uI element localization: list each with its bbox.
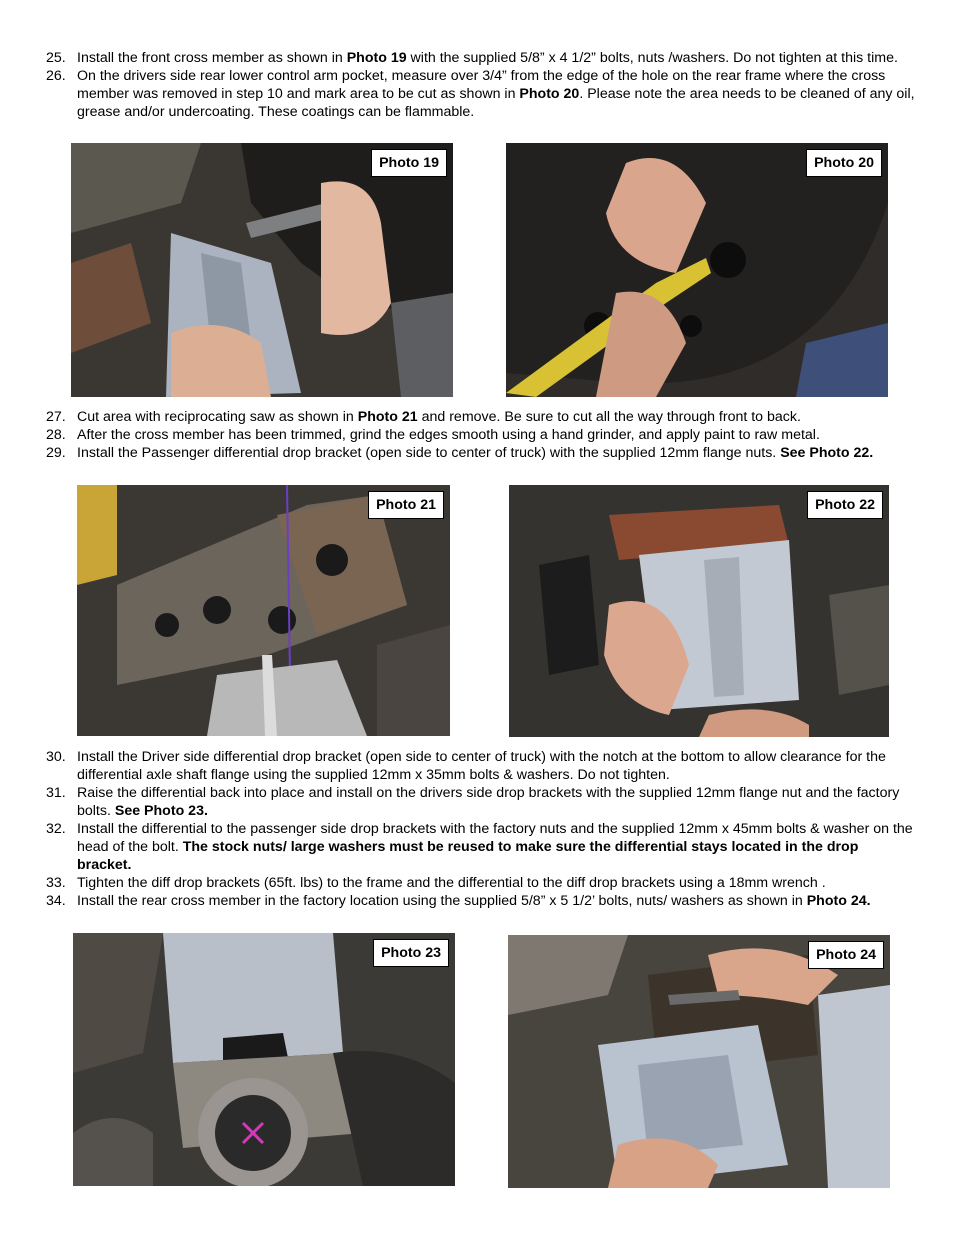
photo-24-image — [508, 935, 890, 1188]
step-text: Install the differential to the passenger side drop brackets with the factory nuts and the supplied 12mm x 45mm bolts & washer on the head of the bolt. The stock nuts/ large washers must be reused to make sure the differential stays located in the drop bracket. — [77, 821, 913, 873]
step-number: 27. — [46, 409, 66, 425]
step-26 — [46, 67, 916, 121]
step-27 — [46, 408, 916, 426]
step-29 — [46, 444, 916, 462]
photo-19-image — [71, 143, 453, 397]
step-text: After the cross member has been trimmed, grind the edges smooth using a hand grinder, and apply paint to raw metal. — [77, 427, 820, 443]
instructions-block-1 — [46, 49, 916, 121]
photo-21-image — [77, 485, 450, 736]
step-number: 32. — [46, 821, 66, 837]
step-text: On the drivers side rear lower control arm pocket, measure over 3/4” from the edge of the hole on the rear frame where the cross member was removed in step 10 and mark area to be cut as shown in Photo 20. Please note the area needs to be cleaned of any oil, grease and/or undercoating. These coatings can be flammable. — [77, 68, 915, 120]
photo-22-image — [509, 485, 889, 737]
step-28 — [46, 426, 916, 444]
photo-24-label: Photo 24 — [808, 941, 884, 969]
step-number: 29. — [46, 445, 66, 461]
photo-21-label: Photo 21 — [368, 491, 444, 519]
step-text: Install the Passenger differential drop bracket (open side to center of truck) with the supplied 12mm flange nuts. See Photo 22. — [77, 445, 874, 461]
photo-20-image — [506, 143, 888, 397]
step-number: 34. — [46, 893, 66, 909]
step-number: 30. — [46, 749, 66, 765]
step-31 — [46, 784, 916, 820]
instructions-block-2 — [46, 408, 916, 462]
step-34 — [46, 892, 916, 910]
step-number: 25. — [46, 50, 66, 66]
photo-24 — [508, 935, 890, 1188]
instructions-block-3 — [46, 748, 916, 910]
step-30 — [46, 748, 916, 784]
photo-23-label: Photo 23 — [373, 939, 449, 967]
step-number: 26. — [46, 68, 66, 84]
step-25 — [46, 49, 916, 67]
step-text: Install the rear cross member in the factory location using the supplied 5/8” x 5 1/2’ bolts, nuts/ washers as shown in Photo 24. — [77, 893, 871, 909]
photo-23-image — [73, 933, 455, 1186]
step-number: 33. — [46, 875, 66, 891]
photo-19-label: Photo 19 — [371, 149, 447, 177]
photo-20 — [506, 143, 888, 397]
step-text: Tighten the diff drop brackets (65ft. lbs) to the frame and the differential to the diff drop brackets using a 18mm wrench . — [77, 875, 826, 891]
photo-23 — [73, 933, 455, 1186]
photo-22 — [509, 485, 889, 737]
photo-19 — [71, 143, 453, 397]
step-32 — [46, 820, 916, 874]
step-33 — [46, 874, 916, 892]
step-text: Install the Driver side differential drop bracket (open side to center of truck) with the notch at the bottom to allow clearance for the differential axle shaft flange using the supplied 12mm x 35mm bolts & washers. Do not tighten. — [77, 749, 886, 783]
step-text: Install the front cross member as shown in Photo 19 with the supplied 5/8” x 4 1/2” bolts, nuts /washers. Do not tighten at this time. — [77, 50, 898, 66]
step-number: 28. — [46, 427, 66, 443]
photo-21 — [77, 485, 450, 736]
photo-22-label: Photo 22 — [807, 491, 883, 519]
photo-20-label: Photo 20 — [806, 149, 882, 177]
step-number: 31. — [46, 785, 66, 801]
step-text: Raise the differential back into place and install on the drivers side drop brackets with the supplied 12mm flange nut and the factory bolts. See Photo 23. — [77, 785, 900, 819]
step-text: Cut area with reciprocating saw as shown in Photo 21 and remove. Be sure to cut all the way through front to back. — [77, 409, 801, 425]
